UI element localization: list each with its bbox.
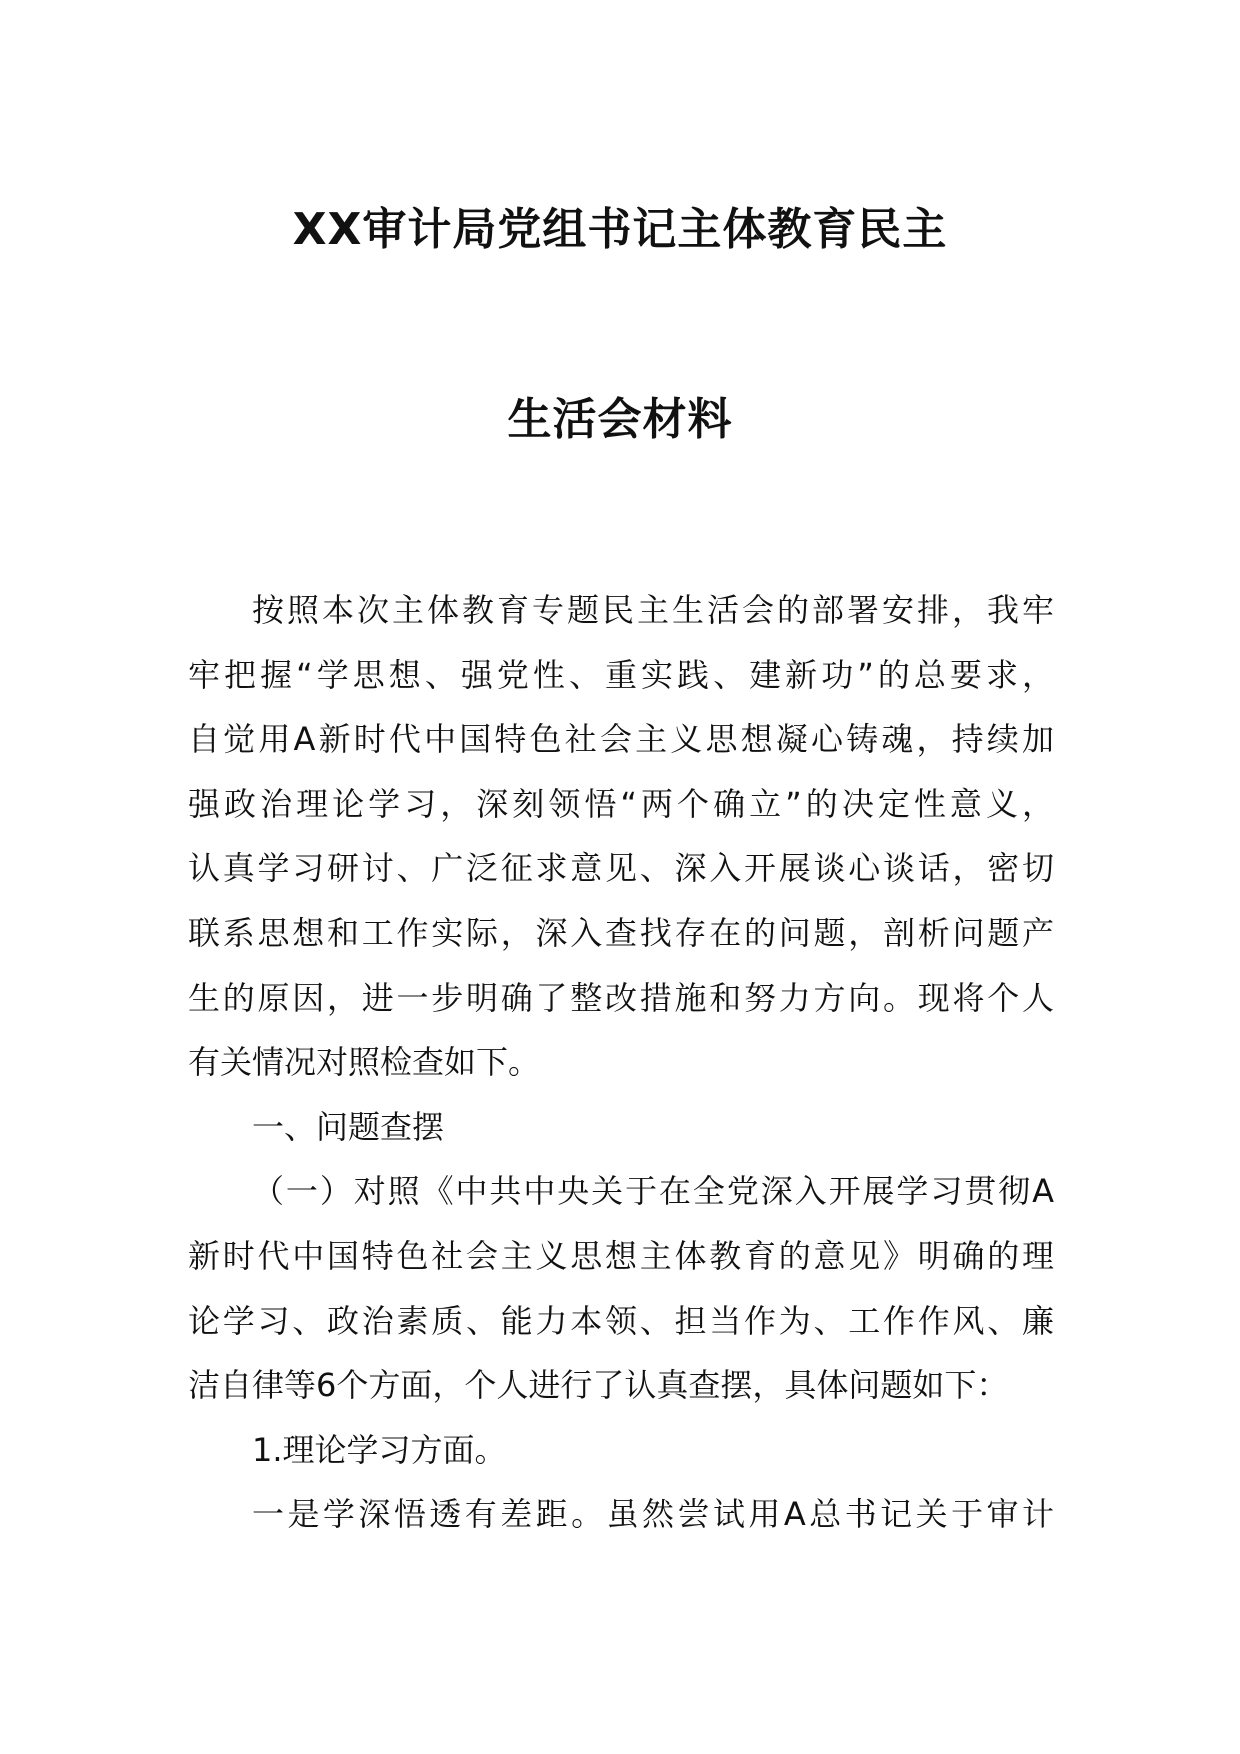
paragraph-intro-line-3: 自觉用A新时代中国特色社会主义思想凝心铸魂，持续加 <box>188 720 1054 759</box>
paragraph-point-line-1: 一是学深悟透有差距。虽然尝试用A总书记关于审计 <box>252 1495 1054 1534</box>
paragraph-subsection-line-1: （一）对照《中共中央关于在全党深入开展学习贯彻A <box>252 1172 1054 1211</box>
paragraph-intro-line-4: 强政治理论学习，深刻领悟“两个确立”的决定性意义， <box>188 784 1054 823</box>
paragraph-subsection-line-4: 洁自律等6个方面，个人进行了认真查摆，具体问题如下： <box>188 1366 1009 1405</box>
paragraph-intro-line-2: 牢把握“学思想、强党性、重实践、建新功”的总要求， <box>188 655 1054 694</box>
paragraph-subsection-line-3: 论学习、政治素质、能力本领、担当作为、工作作风、廉 <box>188 1301 1054 1340</box>
document-body <box>188 578 1054 1547</box>
document-title-line-2: 生活会材料 <box>507 394 733 445</box>
section-heading: 一、问题查摆 <box>252 1107 445 1146</box>
paragraph-intro-line-7: 生的原因，进一步明确了整改措施和努力方向。现将个人 <box>188 978 1054 1017</box>
document-title-line-1: XX审计局党组书记主体教育民主 <box>292 204 948 255</box>
item-heading: 1.理论学习方面。 <box>252 1430 507 1469</box>
paragraph-intro-line-5: 认真学习研讨、广泛征求意见、深入开展谈心谈话，密切 <box>188 849 1054 888</box>
paragraph-intro-line-6: 联系思想和工作实际，深入查找存在的问题，剖析问题产 <box>188 913 1054 952</box>
paragraph-subsection-line-2: 新时代中国特色社会主义思想主体教育的意见》明确的理 <box>188 1236 1054 1275</box>
paragraph-intro-line-8: 有关情况对照检查如下。 <box>188 1043 541 1082</box>
paragraph-intro-line-1: 按照本次主体教育专题民主生活会的部署安排，我牢 <box>252 591 1054 629</box>
